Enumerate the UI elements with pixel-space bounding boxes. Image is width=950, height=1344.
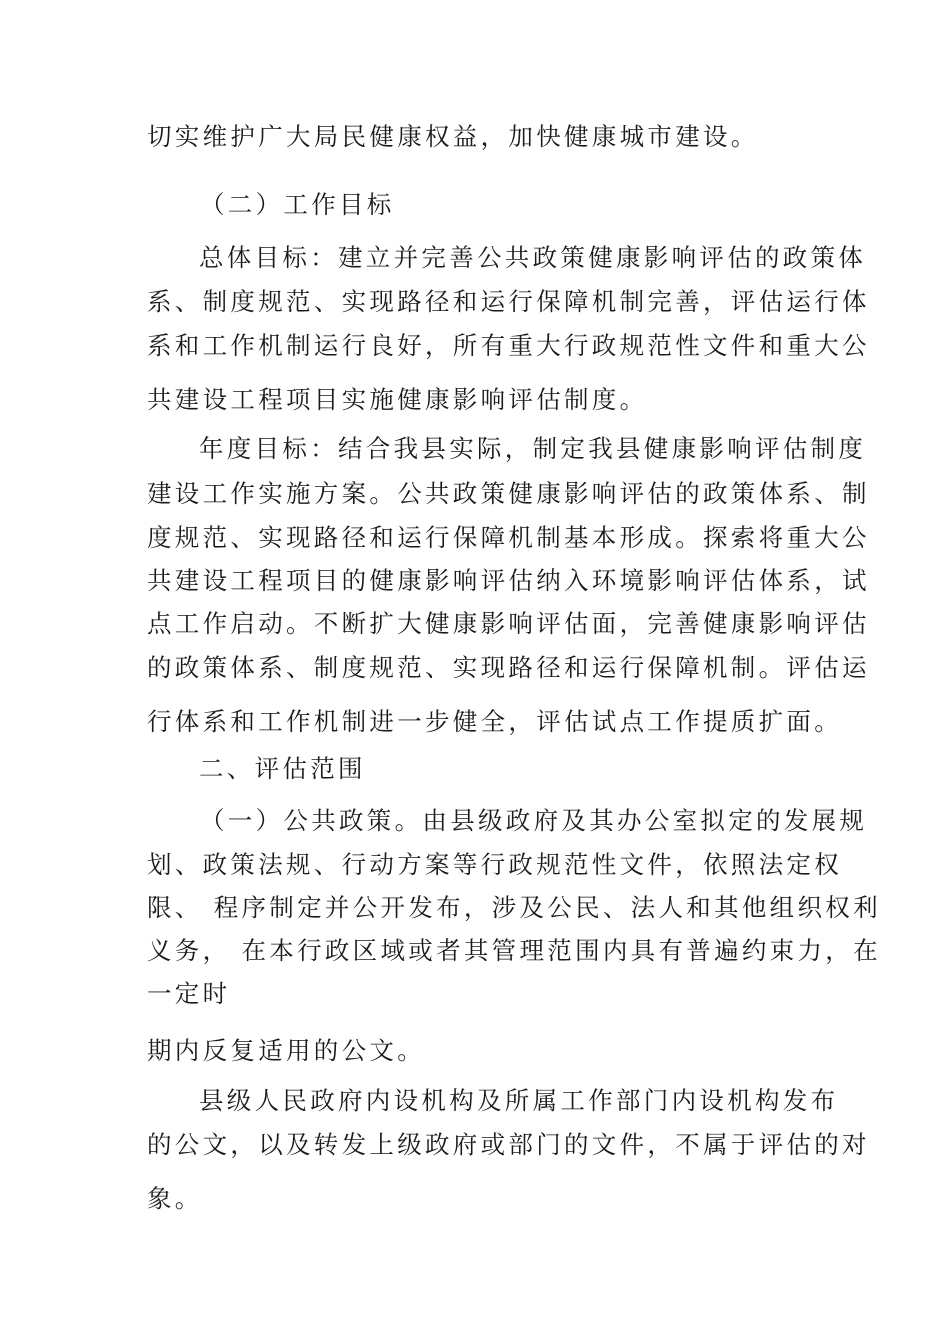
text-line-15: （一）公共政策。由县级政府及其办公室拟定的发展规 <box>200 806 868 835</box>
text-line-17: 限、 程序制定并公开发布，涉及公民、法人和其他组织权利 <box>147 893 881 922</box>
text-line-4: 系、制度规范、实现路径和运行保障机制完善，评估运行体 <box>147 287 870 316</box>
text-line-20: 期内反复适用的公文。 <box>147 1036 425 1065</box>
text-line-1: 切实维护广大局民健康权益，加快健康城市建设。 <box>147 122 759 151</box>
text-line-23: 象。 <box>147 1184 203 1213</box>
text-line-3: 总体目标：建立并完善公共政策健康影响评估的政策体 <box>199 243 867 272</box>
text-line-22: 的公文，以及转发上级政府或部门的文件，不属于评估的对 <box>147 1130 870 1159</box>
text-line-21: 县级人民政府内设机构及所属工作部门内设机构发布 <box>199 1086 839 1115</box>
text-line-8: 建设工作实施方案。公共政策健康影响评估的政策体系、制 <box>147 479 870 508</box>
text-line-12: 的政策体系、制度规范、实现路径和运行保障机制。评估运 <box>147 653 870 682</box>
text-line-19: 一定时 <box>147 979 231 1008</box>
text-line-13: 行体系和工作机制进一步健全，评估试点工作提质扩面。 <box>147 707 842 736</box>
text-line-11: 点工作启动。不断扩大健康影响评估面，完善健康影响评估 <box>147 609 870 638</box>
section-heading-work-goals: （二）工作目标 <box>200 190 395 219</box>
text-line-5: 系和工作机制运行良好，所有重大行政规范性文件和重大公 <box>147 331 870 360</box>
text-line-9: 度规范、实现路径和运行保障机制基本形成。探索将重大公 <box>147 523 870 552</box>
text-line-10: 共建设工程项目的健康影响评估纳入环境影响评估体系，试 <box>147 566 870 595</box>
text-line-7: 年度目标：结合我县实际，制定我县健康影响评估制度 <box>199 434 867 463</box>
text-line-6: 共建设工程项目实施健康影响评估制度。 <box>147 385 648 414</box>
text-line-16: 划、政策法规、行动方案等行政规范性文件，依照法定权 <box>147 850 842 879</box>
text-line-18: 义务， 在本行政区域或者其管理范围内具有普遍约束力，在 <box>147 936 881 965</box>
section-heading-evaluation-scope: 二、评估范围 <box>199 754 366 783</box>
